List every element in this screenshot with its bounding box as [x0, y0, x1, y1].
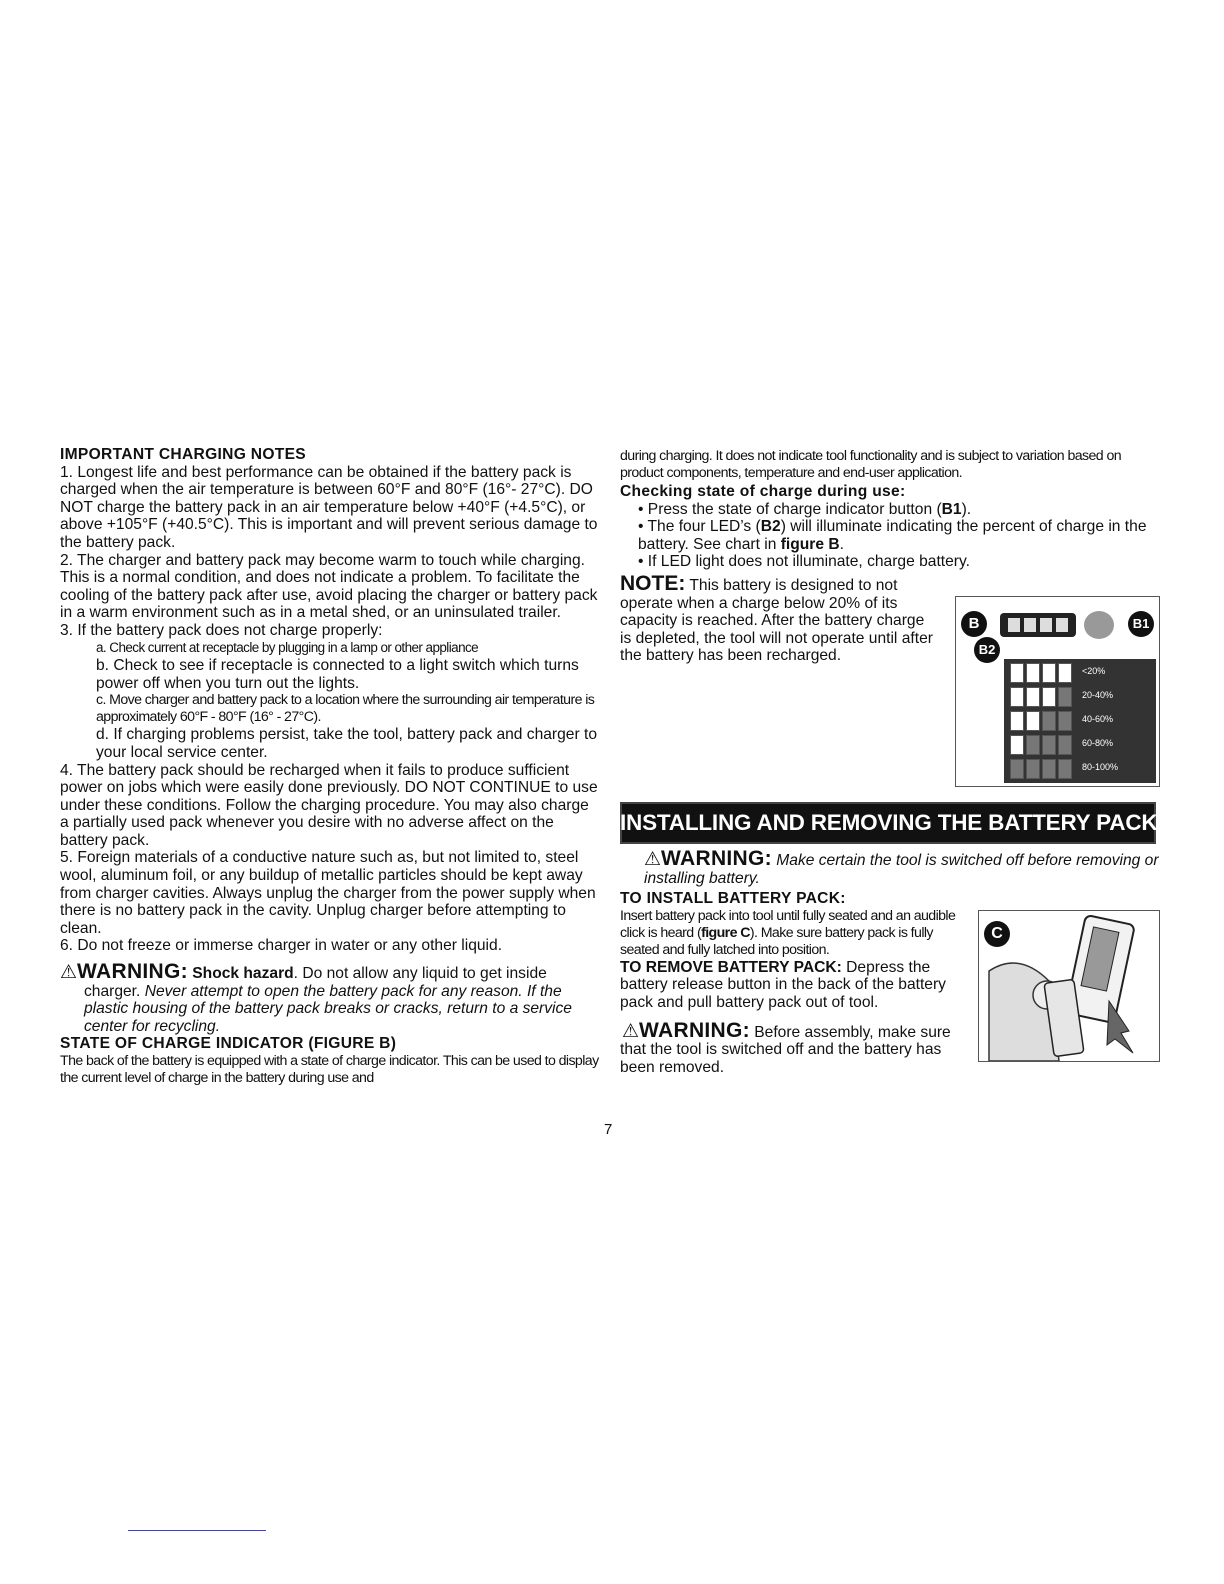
- bullet-press-button: • Press the state of charge indicator button (B1).: [638, 500, 972, 518]
- remove-text: TO REMOVE BATTERY PACK: Depress the battery release button in the back of the battery pack and pull battery pack out of tool.: [620, 958, 946, 1011]
- blue-underline-rule: [128, 1530, 266, 1531]
- level-row: [1010, 735, 1150, 755]
- indicator-button-icon: [1084, 611, 1114, 639]
- level-label: <20%: [1082, 666, 1106, 676]
- level-label: 80-100%: [1082, 762, 1119, 772]
- warning-triangle-icon: ⚠: [60, 962, 78, 984]
- left-column: [60, 446, 600, 1087]
- warning-label: WARNING:: [661, 847, 772, 870]
- warning-switched-off: ⚠WARNING: Make certain the tool is switched off before removing or installing battery.: [644, 847, 1159, 887]
- note-3d: d. If charging problems persist, take the tool, battery pack and charger to your local service center.: [96, 726, 598, 761]
- note-2: 2. The charger and battery pack may become warm to touch while charging. This is a normal condition, and does not indicate a problem. To facilitate the cooling of the battery pack after use, avoid placing the charger or battery pack in a warm environment such as in a metal shed, or an uninsulated trailer.: [60, 551, 598, 622]
- warning-triangle-icon: ⚠: [622, 1020, 640, 1042]
- bullet-four-leds: • The four LED’s (B2) will illuminate indicating the percent of charge in the battery. See chart in figure B.: [638, 518, 1147, 553]
- b2-badge: B2: [974, 637, 1000, 663]
- figure-c-battery-install: [978, 910, 1160, 1062]
- note-3: 3. If the battery pack does not charge properly:: [60, 621, 383, 639]
- note-5: 5. Foreign materials of a conductive nature such as, but not limited to, steel wool, aluminum foil, or any buildup of metallic particles should be kept away from charger cavities. Always unplug the charger from the power supply when there is no battery pack in the cavity. Unplug charger before attempting to clean.: [60, 849, 596, 937]
- shock-hazard-label: Shock hazard: [192, 965, 294, 983]
- important-charging-notes-heading: IMPORTANT CHARGING NOTES: [60, 446, 307, 463]
- section-banner: INSTALLING AND REMOVING THE BATTERY PACK: [620, 802, 1156, 844]
- note-3a: a. Check current at receptacle by plugging in a lamp or other appliance: [96, 639, 479, 656]
- b1-badge: B1: [1128, 611, 1154, 637]
- soc-continued: during charging. It does not indicate tool functionality and is subject to variation based on product components, temperature and end-user application.: [620, 448, 1122, 481]
- warning-before-assembly: ⚠WARNING: Before assembly, make sure that the tool is switched off and the battery has been removed.: [620, 1018, 951, 1076]
- figure-b-charge-indicator: [955, 596, 1160, 787]
- level-label: 40-60%: [1082, 714, 1114, 724]
- note-1: 1. Longest life and best performance can be obtained if the battery pack is charged when the air temperature is between 60°F and 80°F (16°- 27°C). DO NOT charge the battery pack in an air temperature below +40°F (+4.5°C), or above +105°F (+40.5°C). This is important and will prevent serious damage to the battery pack.: [60, 463, 598, 551]
- level-row: [1010, 687, 1150, 707]
- note-3c: c. Move charger and battery pack to a location where the surrounding air temperature is approximately 60°F - 80°F (16° - 27°C).: [96, 692, 595, 726]
- note-4: 4. The battery pack should be recharged when it fails to produce sufficient power on jobs which were easily done previously. DO NOT CONTINUE to use under these conditions. Follow the charging procedure. You may also charge a partially used pack whenever you desire with no adverse affect on the battery pack.: [60, 761, 598, 849]
- tool-and-battery-illustration: [979, 911, 1159, 1061]
- note-label: NOTE:: [620, 571, 686, 595]
- warning-label: WARNING:: [77, 960, 188, 984]
- level-row: [1010, 663, 1150, 683]
- note-paragraph: NOTE: This battery is designed to not operate when a charge below 20% of its capacity is reached. After the battery charge is depleted, the tool will not operate until after the battery has been recharged.: [620, 571, 933, 665]
- shock-warning: ⚠WARNING: Shock hazard. Do not allow any liquid to get inside charger. Never attempt to open the battery pack for any reason. If the plastic housing of the battery pack breaks or cracks, return to a service center for recycling.: [60, 960, 572, 1035]
- bullet-charge-battery: • If LED light does not illuminate, charge battery.: [638, 553, 970, 571]
- level-label: 60-80%: [1082, 738, 1114, 748]
- note-6: 6. Do not freeze or immerse charger in water or any other liquid.: [60, 937, 503, 955]
- level-row: [1010, 711, 1150, 731]
- warning-triangle-icon: ⚠: [644, 849, 662, 870]
- soc-heading: STATE OF CHARGE INDICATOR (FIGURE B): [60, 1035, 397, 1053]
- install-text: Insert battery pack into tool until fully seated and an audible click is heard (figure C). Make sure battery pack is fully seated and fully latched into position.: [620, 907, 956, 958]
- remove-heading: TO REMOVE BATTERY PACK:: [620, 958, 842, 976]
- led-chart: [1004, 659, 1156, 783]
- level-label: 20-40%: [1082, 690, 1114, 700]
- soc-text: The back of the battery is equipped with a state of charge indicator. This can be used to display the current level of charge in the battery during use and: [60, 1053, 599, 1086]
- note-3b: b. Check to see if receptacle is connected to a light switch which turns power off when you turn out the lights.: [96, 657, 579, 692]
- page-number: 7: [604, 1121, 613, 1138]
- figure-b-badge: B: [961, 611, 987, 637]
- figure-c-badge: C: [984, 921, 1010, 947]
- install-heading: TO INSTALL BATTERY PACK:: [620, 890, 846, 908]
- level-row: [1010, 759, 1150, 779]
- battery-led-bar: [1000, 613, 1076, 637]
- warning-label: WARNING:: [639, 1018, 750, 1042]
- checking-heading: Checking state of charge during use:: [620, 483, 906, 500]
